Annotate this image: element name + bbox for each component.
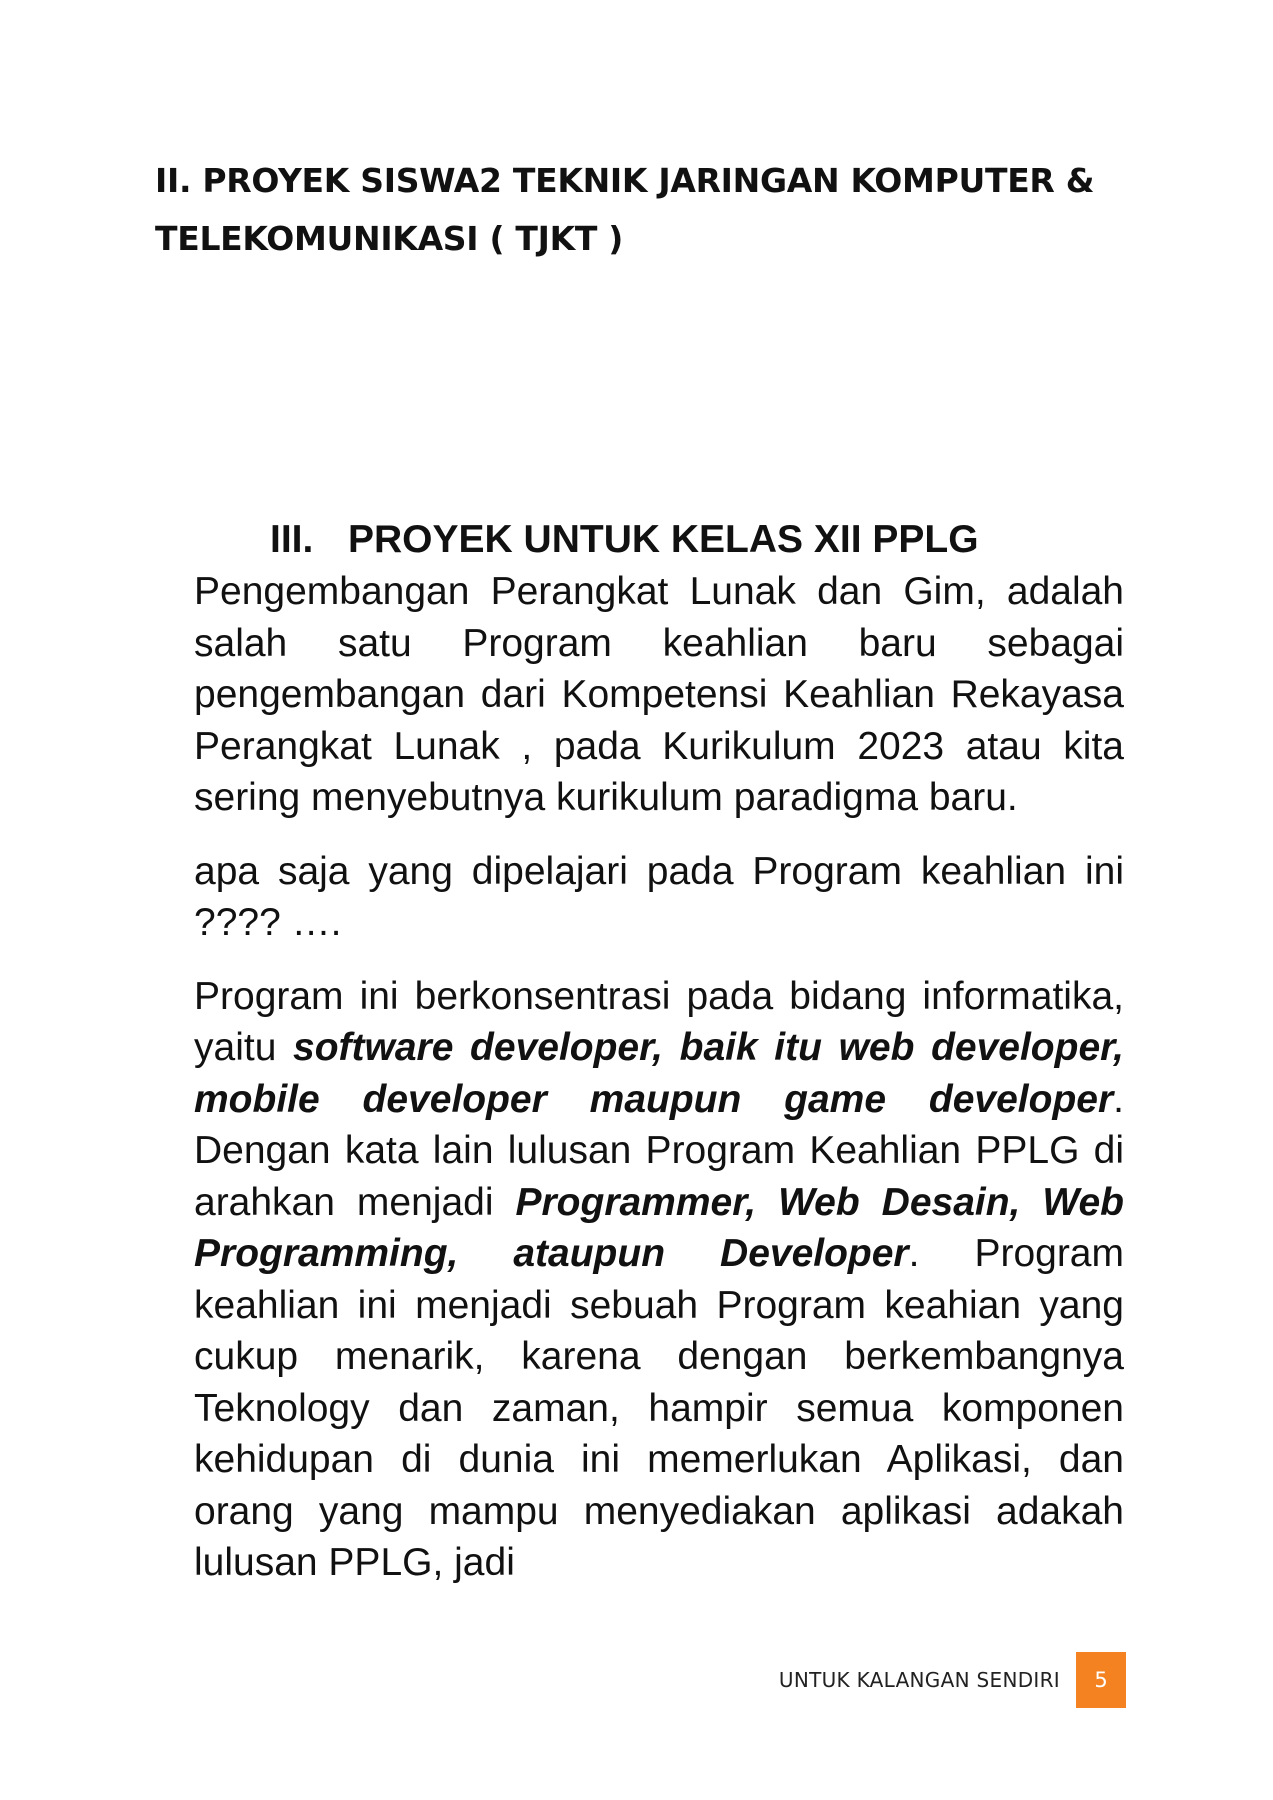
emphasis-career-paths: Programmer, Web Desain, Web Programming, ataupun Developer [194, 1180, 1124, 1275]
section-3-heading [270, 514, 979, 566]
section-2-heading [155, 152, 1155, 268]
paragraph-concentration-text-3: . Program keahlian ini menjadi sebuah Program keahian yang cukup menarik, karena dengan berkembangnya Teknology dan zaman, hampir semua komponen kehidupan di dunia ini memerlukan Aplikasi, dan orang yang mampu menyediakan aplikasi adakah lulusan PPLG, jadi [194, 1232, 1124, 1584]
paragraph-concentration-text-1: Program ini berkonsentrasi pada bidang informatika, yaitu [194, 974, 1124, 1069]
section-2-heading-line-2: TELEKOMUNIKASI ( TJKT ) [155, 219, 624, 258]
page-number-badge: 5 [1076, 1652, 1126, 1708]
paragraph-intro: Pengembangan Perangkat Lunak dan Gim, adalah salah satu Program keahlian baru sebagai pengembangan dari Kompetensi Keahlian Rekayasa Perangkat Lunak , pada Kurikulum 2023 atau kita sering menyebutnya kurikulum paradigma baru. [194, 570, 1124, 819]
paragraph-concentration-text-2: . Dengan kata lain lulusan Program Keahlian PPLG di arahkan menjadi [194, 1077, 1124, 1224]
footer-label: UNTUK KALANGAN SENDIRI [778, 1668, 1060, 1692]
paragraph-question: apa saja yang dipelajari pada Program keahlian ini ???? …. [194, 849, 1124, 944]
section-3-title: PROYEK UNTUK KELAS XII PPLG [348, 518, 979, 561]
paragraph-concentration [194, 971, 1124, 1589]
section-2-heading-line-1: II. PROYEK SISWA2 TEKNIK JARINGAN KOMPUTER & [155, 161, 1095, 200]
page-footer [779, 1652, 1126, 1708]
section-3-number: III. [270, 518, 314, 561]
emphasis-developer-types: software developer, baik itu web developer, mobile developer maupun game developer [194, 1026, 1125, 1121]
section-3-body [194, 566, 1124, 1589]
